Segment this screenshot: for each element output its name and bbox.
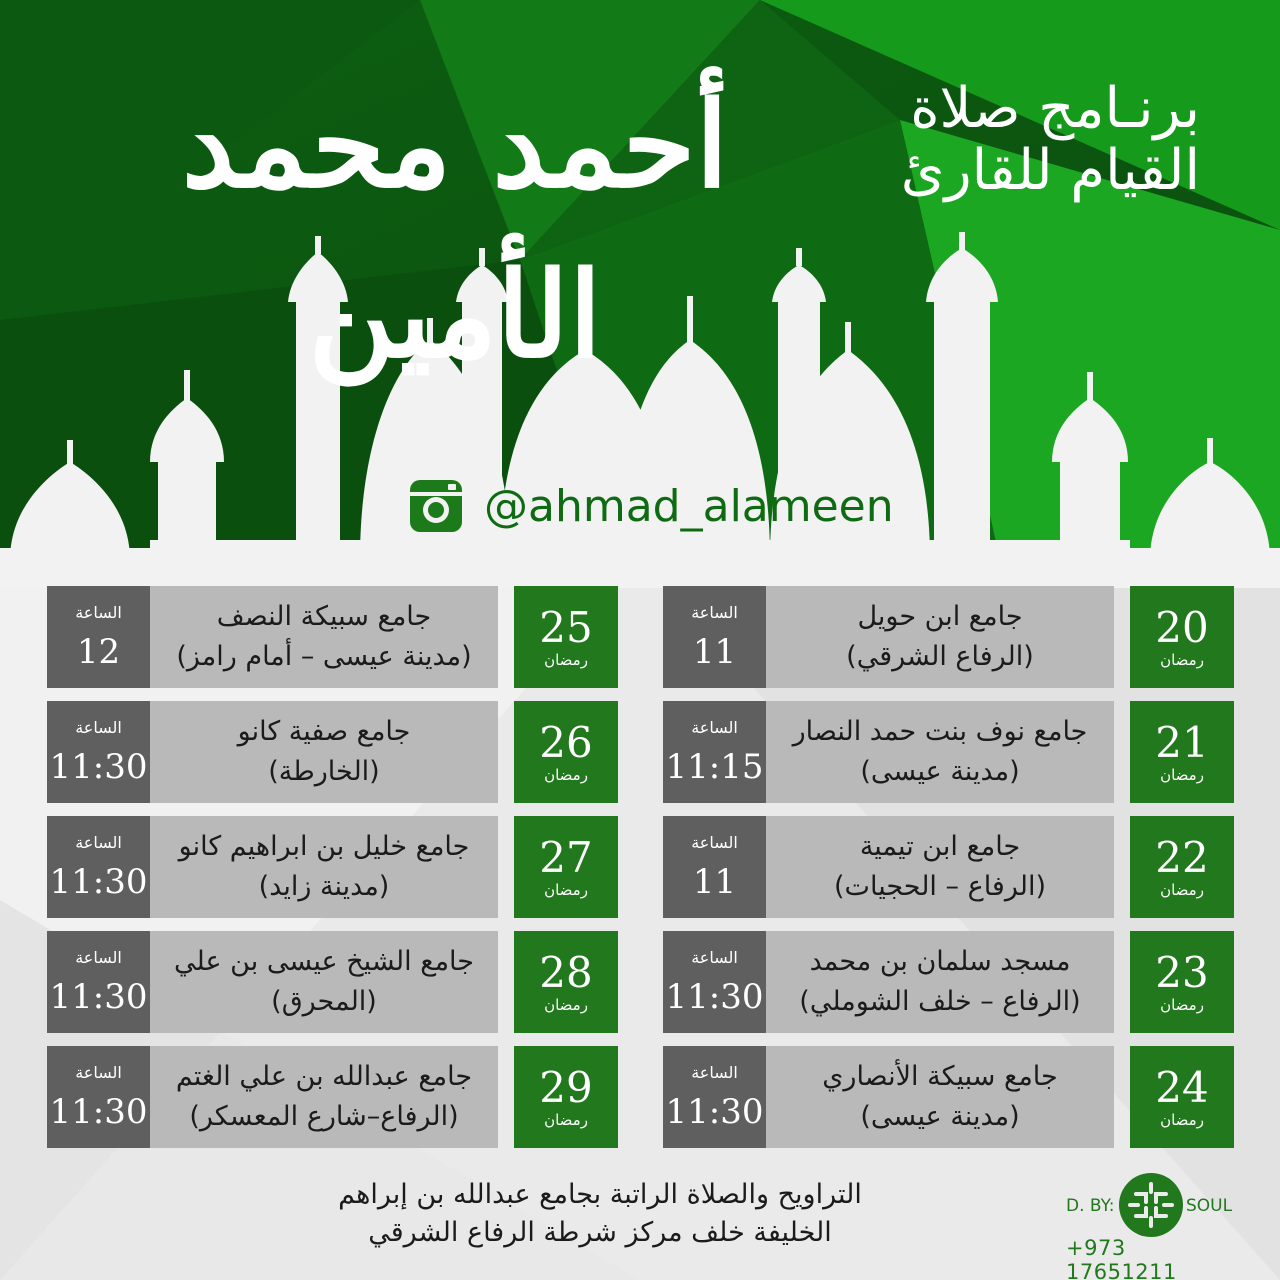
day-month: رمضان <box>1160 651 1204 669</box>
day-number: 28 <box>539 948 593 997</box>
designer-credit <box>1064 1172 1240 1280</box>
place-box <box>766 1046 1114 1148</box>
mosque-area: (الخارطة) <box>268 756 380 787</box>
schedule-card <box>47 816 498 918</box>
mosque-name: جامع خليل بن ابراهيم كانو <box>178 831 470 862</box>
soul-logo-icon <box>1118 1172 1184 1238</box>
mosque-name: جامع ابن حويل <box>857 601 1023 632</box>
mosque-area: (مدينة عيسى – أمام رامز) <box>176 641 472 672</box>
time-box <box>663 931 766 1033</box>
mosque-area: (مدينة زايد) <box>258 871 390 902</box>
day-month: رمضان <box>544 766 588 784</box>
time-box <box>663 586 766 688</box>
time-box <box>47 1046 150 1148</box>
time-box <box>47 586 150 688</box>
day-number: 25 <box>539 603 593 652</box>
place-box <box>766 931 1114 1033</box>
place-box <box>150 1046 498 1148</box>
place-box <box>150 816 498 918</box>
schedule-card <box>47 586 498 688</box>
time-label: الساعة <box>691 718 738 737</box>
time-value: 11 <box>692 632 737 672</box>
program-title-line-2: القيام للقارئ <box>900 138 1200 203</box>
credit-by-label: D. BY: <box>1066 1196 1115 1216</box>
time-value: 11:30 <box>665 977 764 1017</box>
day-number: 21 <box>1155 718 1209 767</box>
day-number: 26 <box>539 718 593 767</box>
day-month: رمضان <box>544 651 588 669</box>
time-label: الساعة <box>75 603 122 622</box>
footer-note <box>300 1176 900 1252</box>
place-box <box>766 586 1114 688</box>
schedule-card <box>47 701 498 803</box>
place-box <box>766 701 1114 803</box>
time-label: الساعة <box>75 833 122 852</box>
instagram-handle-text: @ahmad_alameen <box>484 480 894 532</box>
schedule-card <box>663 586 1114 688</box>
time-label: الساعة <box>691 833 738 852</box>
time-box <box>663 1046 766 1148</box>
schedule-card <box>663 701 1114 803</box>
place-box <box>150 701 498 803</box>
footer-note-line-2: الخليفة خلف مركز شرطة الرفاع الشرقي <box>368 1217 832 1248</box>
place-box <box>766 816 1114 918</box>
mosque-name: جامع الشيخ عيسى بن علي <box>174 946 474 977</box>
time-value: 11 <box>692 862 737 902</box>
mosque-name: جامع ابن تيمية <box>859 831 1021 862</box>
program-title-line-1: برنـامج صلاة <box>910 76 1200 141</box>
day-month: رمضان <box>544 881 588 899</box>
place-box <box>150 931 498 1033</box>
time-box <box>663 816 766 918</box>
schedule-card <box>663 816 1114 918</box>
day-month: رمضان <box>544 1111 588 1129</box>
time-value: 11:30 <box>665 1092 764 1132</box>
reciter-name: أحمد محمد الأمين <box>181 75 729 384</box>
mosque-area: (الرفاع – الحجيات) <box>834 871 1046 902</box>
footer-note-line-1: التراويح والصلاة الراتبة بجامع عبدالله بن إبراهم <box>338 1179 862 1210</box>
time-label: الساعة <box>75 1063 122 1082</box>
day-number: 24 <box>1155 1063 1209 1112</box>
schedule-card <box>47 931 498 1033</box>
day-month: رمضان <box>1160 996 1204 1014</box>
mosque-name: جامع نوف بنت حمد النصار <box>792 716 1088 747</box>
day-number: 22 <box>1155 833 1209 882</box>
time-label: الساعة <box>691 603 738 622</box>
day-number: 27 <box>539 833 593 882</box>
mosque-name: جامع سبيكة الأنصاري <box>822 1061 1058 1092</box>
place-box <box>150 586 498 688</box>
mosque-area: (الرفاع – خلف الشوملي) <box>799 986 1081 1017</box>
mosque-name: جامع عبدالله بن علي الغتم <box>175 1061 473 1092</box>
credit-phone: +973 17651211 <box>1066 1236 1177 1280</box>
time-value: 11:30 <box>49 977 148 1017</box>
day-month: رمضان <box>1160 1111 1204 1129</box>
time-value: 11:30 <box>49 862 148 902</box>
mosque-name: جامع سبيكة النصف <box>216 601 432 632</box>
schedule-card <box>663 1046 1114 1148</box>
day-number: 20 <box>1155 603 1209 652</box>
time-value: 11:15 <box>665 747 764 787</box>
program-title <box>840 78 1200 202</box>
instagram-icon <box>410 480 462 532</box>
day-number: 23 <box>1155 948 1209 997</box>
time-box <box>47 931 150 1033</box>
schedule-card <box>47 1046 498 1148</box>
day-month: رمضان <box>544 996 588 1014</box>
instagram-handle[interactable] <box>410 478 894 534</box>
time-label: الساعة <box>75 948 122 967</box>
day-number: 29 <box>539 1063 593 1112</box>
time-value: 11:30 <box>49 1092 148 1132</box>
time-value: 11:30 <box>49 747 148 787</box>
mosque-area: (الرفاع الشرقي) <box>846 641 1034 672</box>
schedule-card <box>663 931 1114 1033</box>
time-box <box>47 816 150 918</box>
day-month: رمضان <box>1160 766 1204 784</box>
mosque-name: مسجد سلمان بن محمد <box>809 946 1071 977</box>
mosque-area: (الرفاع–شارع المعسكر) <box>189 1101 459 1132</box>
credit-brand: SOUL <box>1186 1196 1233 1216</box>
time-value: 12 <box>76 632 121 672</box>
mosque-area: (المحرق) <box>271 986 377 1017</box>
mosque-area: (مدينة عيسى) <box>860 756 1020 787</box>
time-label: الساعة <box>691 1063 738 1082</box>
day-month: رمضان <box>1160 881 1204 899</box>
time-box <box>47 701 150 803</box>
mosque-area: (مدينة عيسى) <box>860 1101 1020 1132</box>
time-label: الساعة <box>691 948 738 967</box>
mosque-name: جامع صفية كانو <box>237 716 411 747</box>
time-label: الساعة <box>75 718 122 737</box>
time-box <box>663 701 766 803</box>
